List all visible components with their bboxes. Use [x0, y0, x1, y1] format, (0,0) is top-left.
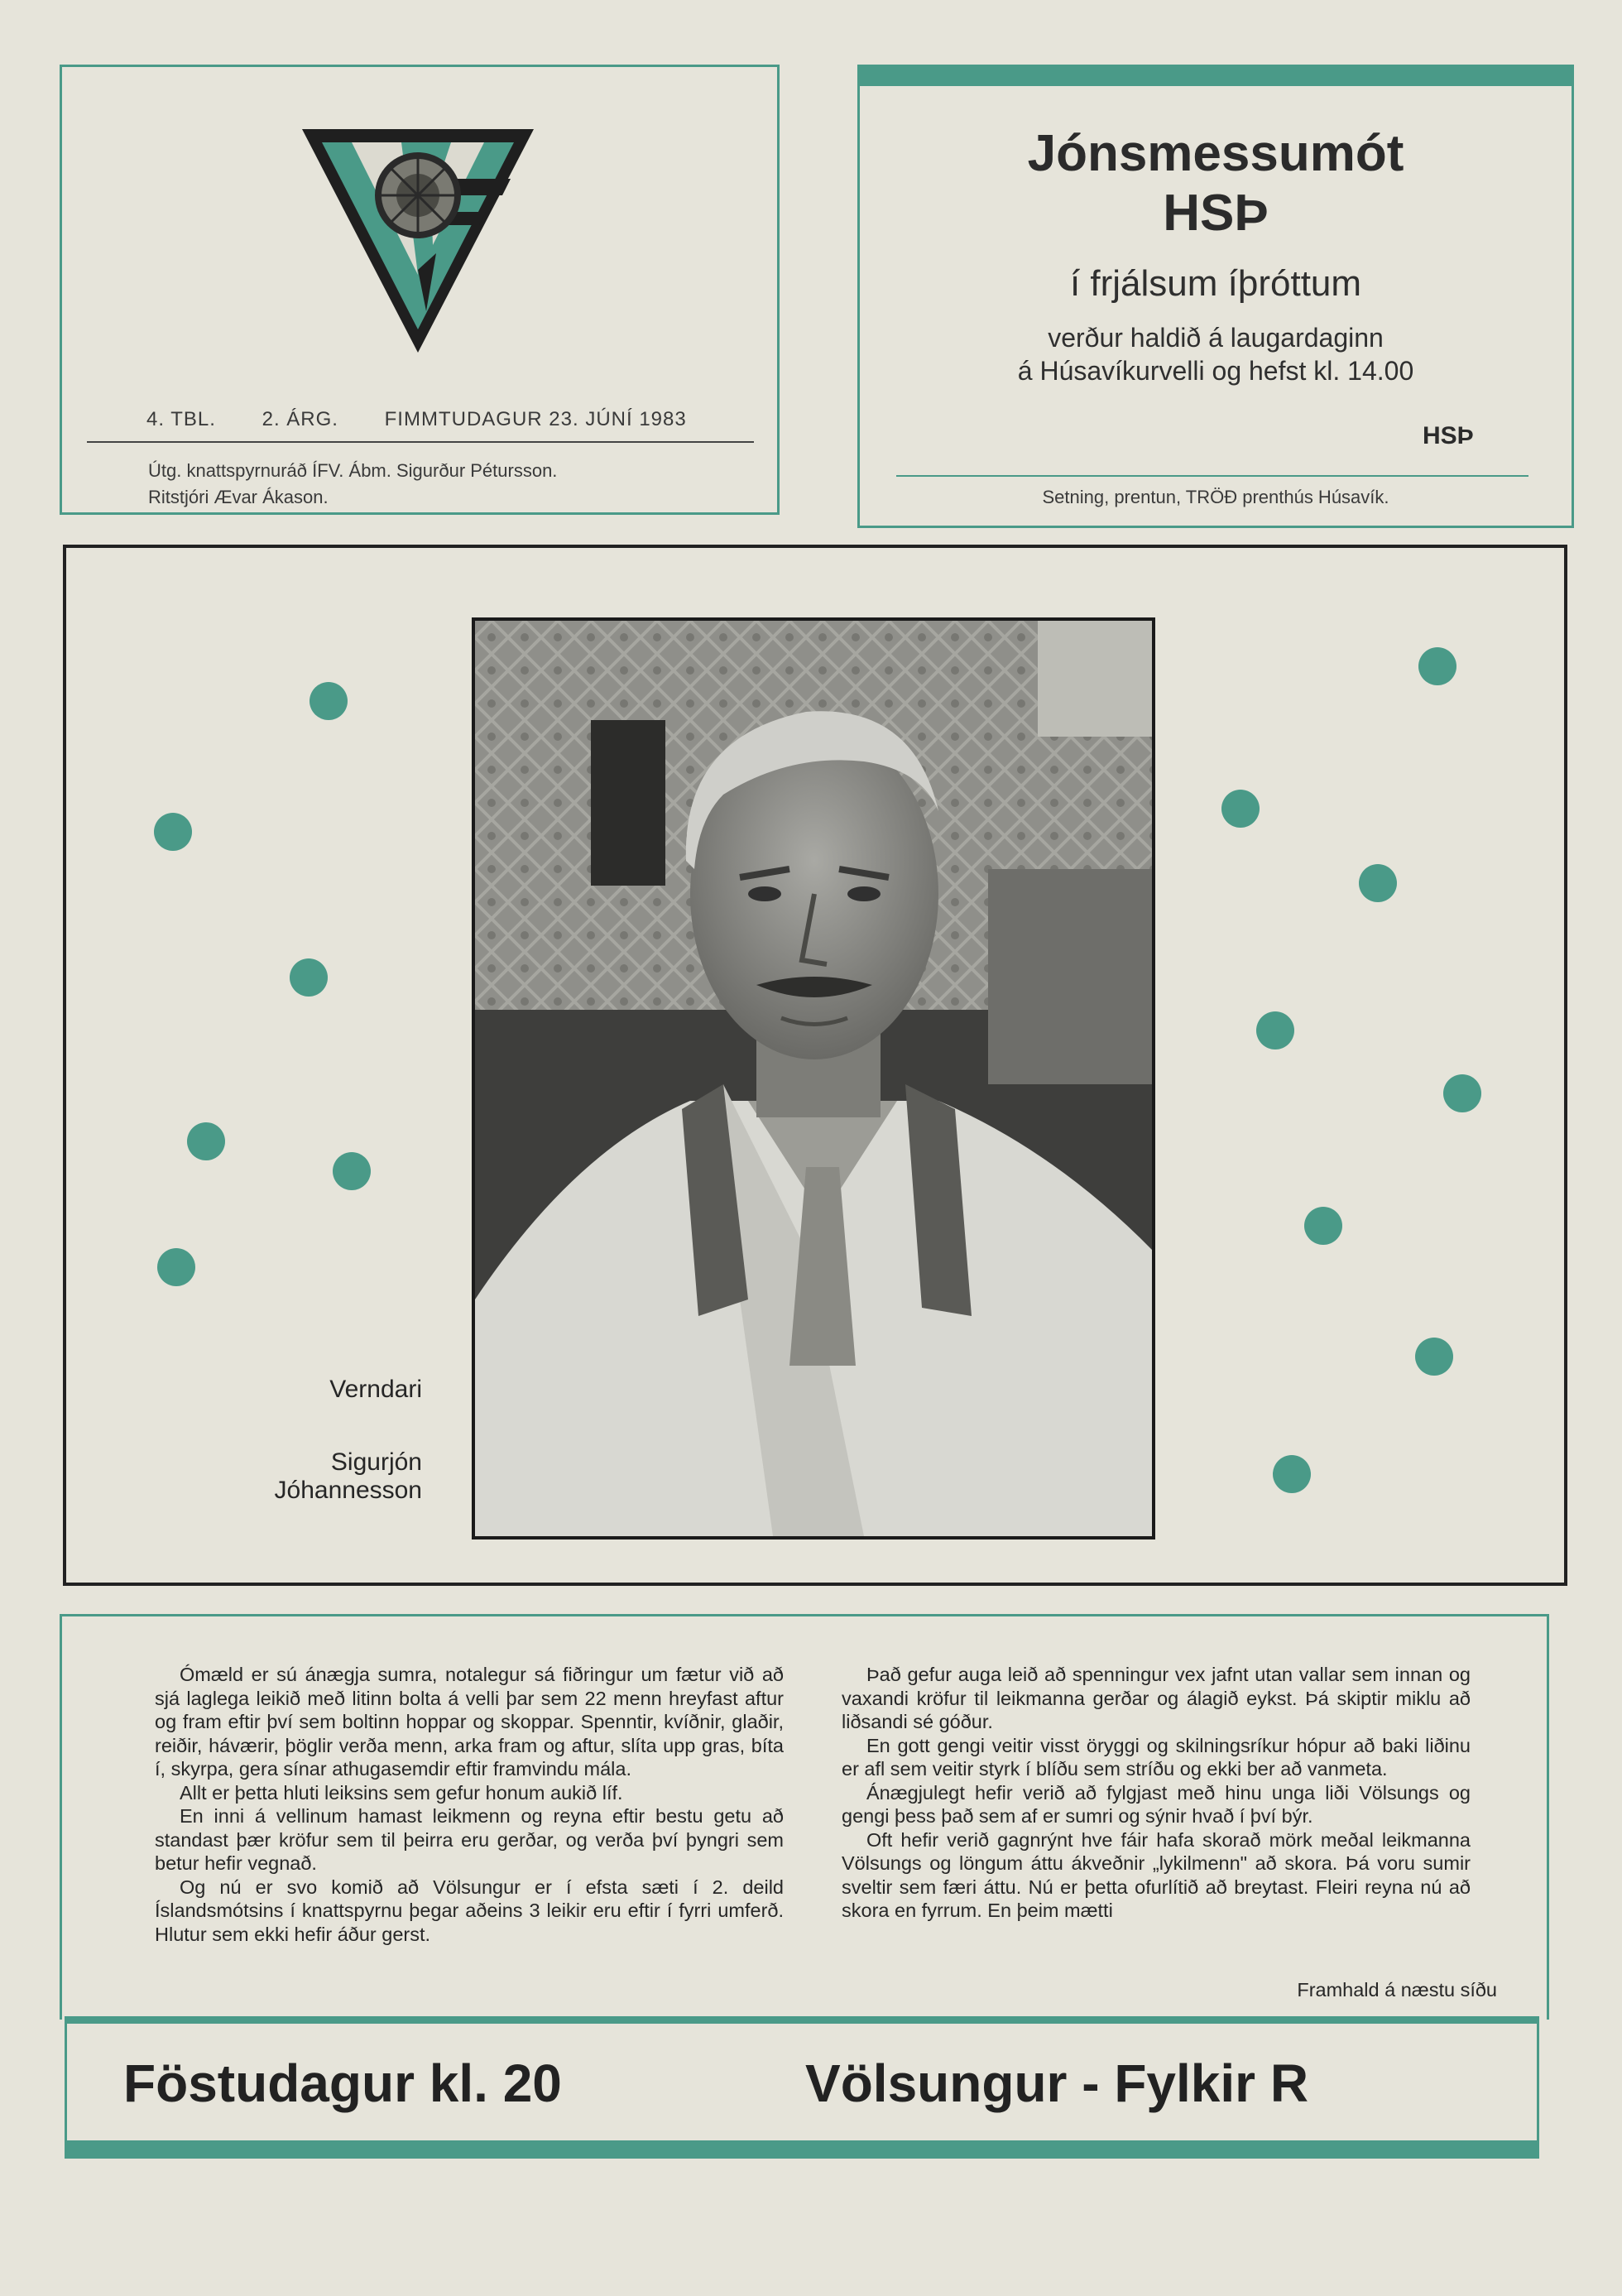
event-announcement [857, 65, 1574, 528]
article-paragraph: Allt er þetta hluti leiksins sem gefur honum aukið líf. [180, 1781, 623, 1804]
caption-first-name: Sigurjón [330, 1448, 422, 1476]
printer-credit: Setning, prentun, TRÖÐ prenthús Húsavík. [1042, 487, 1389, 507]
editor-line: Ritstjóri Ævar Ákason. [148, 487, 329, 507]
decorative-dot [1221, 790, 1260, 828]
continued-note: Framhald á næstu síðu [1297, 1979, 1497, 2001]
event-detail-line: verður haldið á laugardaginn [1048, 323, 1384, 353]
event-title-line: Jónsmessumót [1027, 125, 1404, 182]
publisher-line: Útg. knattspyrnuráð ÍFV. Ábm. Sigurður Pétursson. [148, 460, 558, 481]
event-title [860, 124, 1572, 243]
portrait-photo [472, 617, 1155, 1539]
feature-frame [63, 545, 1567, 1586]
article-paragraph: Það gefur auga leið að spenningur vex jafnt utan vallar sem innan og vaxandi kröfur til leikmanna gerðar og álagið eykst. Þá skiptir miklu að liðsandi sé góður. [842, 1664, 1471, 1732]
issue-line [146, 408, 687, 431]
article-paragraph: Ómæld er sú ánægja sumra, notalegur sá fiðringur um fætur við að sjá laglega leikið með litinn bolta á velli þar sem 22 menn hreyfast aftur og fram eftir því sem boltinn hoppar og skoppar. Spenntir, kvíðnir, glaðir, reiðir, háværir, þöglir verða menn, arka fram og aftur, slíta upp gras, bíta í, skyrpa, gera sínar athugasemdir eftir framvindu mála. [155, 1664, 784, 1780]
issue-number: 4. TBL. [146, 408, 216, 430]
article-column-left [155, 1663, 784, 1946]
caption-name [174, 1448, 422, 1505]
caption-last-name: Jóhannesson [274, 1477, 422, 1504]
article-column-right [842, 1663, 1471, 1923]
event-title-line: HSÞ [1163, 185, 1269, 242]
match-banner [65, 2016, 1539, 2157]
decorative-dot [1415, 1338, 1453, 1376]
event-subtitle: í frjálsum íþróttum [1069, 263, 1362, 304]
club-logo-icon [294, 113, 542, 361]
decorative-dot [310, 682, 348, 720]
decorative-dot [154, 813, 192, 851]
decorative-dot [187, 1122, 225, 1160]
issue-date: FIMMTUDAGUR 23. JÚNÍ 1983 [384, 408, 687, 430]
decorative-dot [1304, 1207, 1342, 1245]
match-time: Föstudagur kl. 20 [123, 2053, 562, 2113]
masthead-divider [87, 441, 754, 443]
decorative-dot [1443, 1074, 1481, 1112]
event-detail [860, 321, 1572, 387]
match-teams: Völsungur - Fylkir R [805, 2053, 1309, 2113]
decorative-dot [333, 1152, 371, 1190]
decorative-dot [290, 958, 328, 997]
article-paragraph: Ánægjulegt hefir verið að fylgjast með hinu unga liði Völsungs og gengi þess það sem af er sumri og sýnir hvað í því býr. [842, 1781, 1471, 1827]
event-detail-line: á Húsavíkurvelli og hefst kl. 14.00 [1017, 356, 1414, 386]
article-paragraph: Oft hefir verið gagnrýnt hve fáir hafa skorað mörk meðal leikmanna Völsungs og löngum áttu ákveðnir „lykilmenn" að skora. Þá voru sumir sveltir sem færi áttu. Nú er þetta ofurlítið að breytast. Fleiri reyna nú að skora en fyrrum. En þeim mætti [842, 1828, 1471, 1921]
portrait-icon [475, 621, 1152, 1536]
article-paragraph: Og nú er svo komið að Völsungur er í efsta sæti í 2. deild Íslandsmótsins í knattspyrnu þegar aðeins 3 leikir eru eftir í fyrri umferð. Hlutur sem ekki hefir áður gerst. [155, 1876, 784, 1945]
volume-number: 2. ÁRG. [262, 408, 338, 430]
caption-role: Verndari [329, 1376, 422, 1403]
event-organizer: HSÞ [1423, 422, 1474, 449]
decorative-dot [1256, 1011, 1294, 1050]
decorative-dot [1273, 1455, 1311, 1493]
printer-divider [896, 475, 1528, 477]
accent-bar [65, 2016, 1539, 2024]
decorative-dot [157, 1248, 195, 1286]
decorative-dot [1418, 647, 1456, 685]
publisher-info [148, 458, 761, 511]
article-paragraph: En inni á vellinum hamast leikmenn og reyna eftir bestu getu að standast þær kröfur sem til þeirra eru gerðar, og verða því þyngri sem betur hefir vegnað. [155, 1805, 784, 1874]
masthead [60, 65, 780, 515]
decorative-dot [1359, 864, 1397, 902]
article-paragraph: En gott gengi veitir visst öryggi og skilningsríkur hópur að baki liðinu er afl sem veitir styrk í blíðu sem stríðu og ekki ber að vanmeta. [842, 1734, 1471, 1780]
accent-bar [857, 65, 1574, 86]
article [60, 1614, 1549, 2020]
accent-bar [65, 2140, 1539, 2159]
